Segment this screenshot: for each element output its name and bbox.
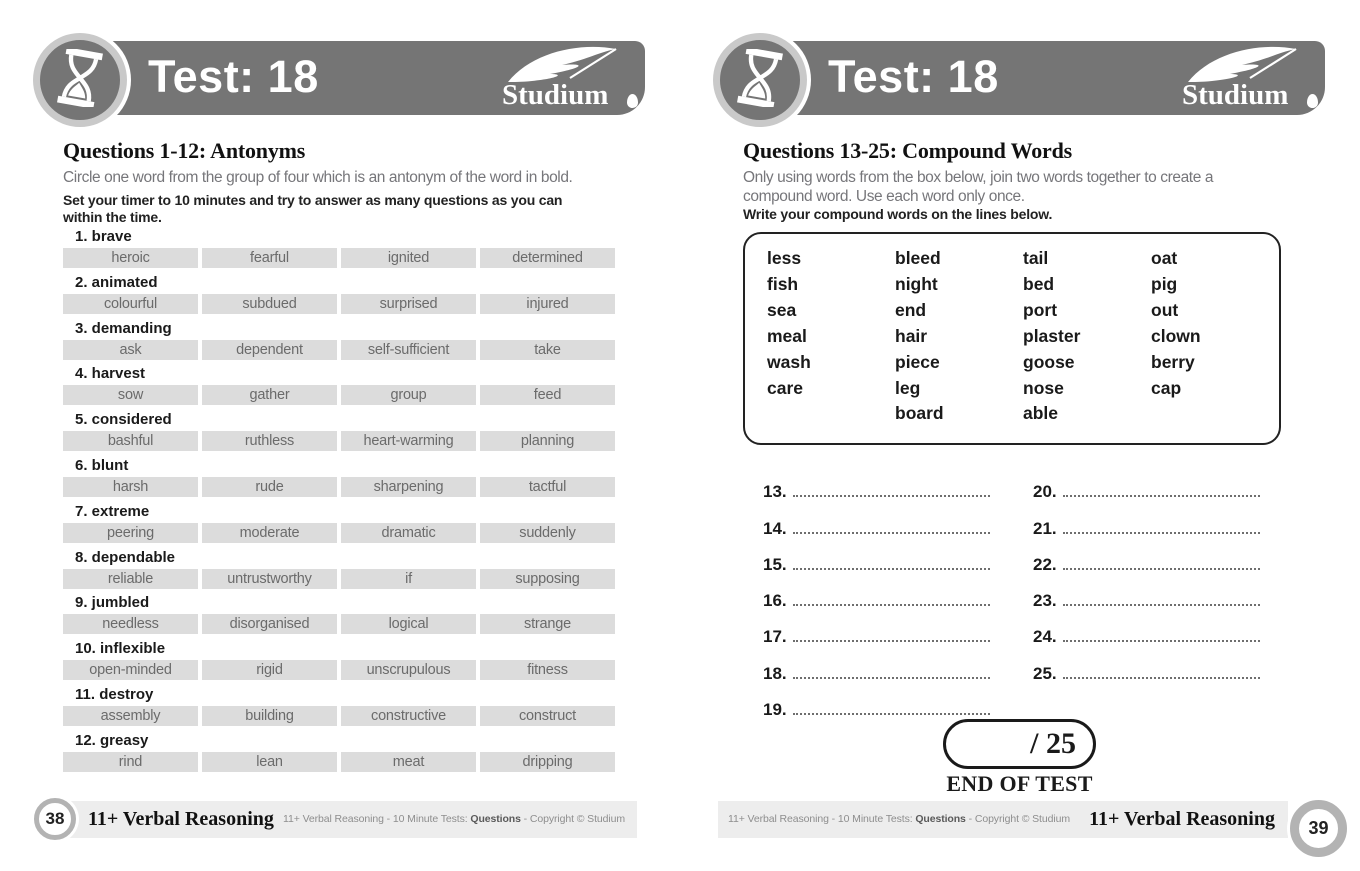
header-badge xyxy=(713,33,807,127)
question-label: 7. extreme xyxy=(75,502,150,520)
question-options-row xyxy=(63,660,615,680)
question-block xyxy=(63,457,615,497)
logo-wordmark: Studium xyxy=(1182,79,1289,111)
answer-line xyxy=(763,502,990,538)
answer-option[interactable]: building xyxy=(202,706,337,726)
answer-option[interactable]: rude xyxy=(202,477,337,497)
studium-logo xyxy=(1180,43,1320,113)
copyright-text: 11+ Verbal Reasoning - 10 Minute Tests: Questions - Copyright © Studium xyxy=(283,813,625,825)
hourglass-icon xyxy=(736,49,784,112)
answer-option[interactable]: self-sufficient xyxy=(341,340,476,360)
ink-drop-icon xyxy=(1307,94,1318,108)
answer-option[interactable]: fearful xyxy=(202,248,337,268)
answer-option[interactable]: supposing xyxy=(480,569,615,589)
answer-option[interactable]: unscrupulous xyxy=(341,660,476,680)
answer-dotted-line[interactable] xyxy=(793,532,990,534)
answer-dotted-line[interactable] xyxy=(1063,640,1260,642)
antonym-question-list xyxy=(63,228,615,778)
answer-option[interactable]: constructive xyxy=(341,706,476,726)
page-number-badge: 39 xyxy=(1290,800,1347,857)
answer-option[interactable]: feed xyxy=(480,385,615,405)
word-bank-word: end xyxy=(895,299,927,320)
answer-option[interactable]: meat xyxy=(341,752,476,772)
answer-option[interactable]: bashful xyxy=(63,431,198,451)
answer-number: 21. xyxy=(1033,518,1057,538)
test-title: Test: 18 xyxy=(148,51,319,102)
word-bank-word: piece xyxy=(895,351,940,372)
answer-number: 20. xyxy=(1033,482,1057,502)
answer-lines-column-2 xyxy=(1033,466,1260,684)
word-bank-word: leg xyxy=(895,377,921,398)
question-label: 10. inflexible xyxy=(75,640,166,658)
question-options-row xyxy=(63,752,615,772)
answer-line xyxy=(1033,611,1260,647)
question-label: 2. animated xyxy=(75,273,158,291)
question-options-row xyxy=(63,385,615,405)
answer-option[interactable]: ask xyxy=(63,340,198,360)
question-options-row xyxy=(63,477,615,497)
answer-option[interactable]: assembly xyxy=(63,706,198,726)
answer-option[interactable]: surprised xyxy=(341,294,476,314)
word-bank-word: hair xyxy=(895,325,928,346)
answer-option[interactable]: open-minded xyxy=(63,660,198,680)
answer-number: 22. xyxy=(1033,554,1057,574)
answer-option[interactable]: tactful xyxy=(480,477,615,497)
word-bank-word: port xyxy=(1023,299,1058,320)
page-right xyxy=(680,0,1360,871)
answer-dotted-line[interactable] xyxy=(793,604,990,606)
series-title: 11+ Verbal Reasoning xyxy=(1089,808,1275,830)
answer-dotted-line[interactable] xyxy=(1063,495,1260,497)
answer-line xyxy=(763,539,990,575)
word-bank-word: plaster xyxy=(1023,325,1081,346)
answer-option[interactable]: sharpening xyxy=(341,477,476,497)
answer-dotted-line[interactable] xyxy=(1063,677,1260,679)
answer-option[interactable]: heroic xyxy=(63,248,198,268)
word-bank-word: goose xyxy=(1023,351,1075,372)
word-bank-word: bleed xyxy=(895,248,941,268)
question-block xyxy=(63,732,615,772)
question-block xyxy=(63,594,615,634)
answer-option[interactable]: needless xyxy=(63,614,198,634)
word-bank-word: oat xyxy=(1151,248,1178,268)
question-options-row xyxy=(63,340,615,360)
word-bank-column xyxy=(1023,246,1147,427)
answer-dotted-line[interactable] xyxy=(793,713,990,715)
question-block xyxy=(63,274,615,314)
word-bank-word: fish xyxy=(767,273,799,294)
answer-line xyxy=(1033,539,1260,575)
answer-option[interactable]: lean xyxy=(202,752,337,772)
question-options-row xyxy=(63,706,615,726)
answer-option[interactable]: fitness xyxy=(480,660,615,680)
word-bank-word: able xyxy=(1023,403,1059,424)
question-options-row xyxy=(63,523,615,543)
section-heading-antonyms: Questions 1-12: Antonyms xyxy=(63,138,306,163)
answer-option[interactable]: rind xyxy=(63,752,198,772)
answer-option[interactable]: dripping xyxy=(480,752,615,772)
answer-number: 17. xyxy=(763,627,787,647)
answer-dotted-line[interactable] xyxy=(793,640,990,642)
answer-option[interactable]: strange xyxy=(480,614,615,634)
question-label: 8. dependable xyxy=(75,548,176,566)
answer-line xyxy=(763,684,990,720)
answer-option[interactable]: heart-warming xyxy=(341,431,476,451)
answer-option[interactable]: take xyxy=(480,340,615,360)
word-bank-word: board xyxy=(895,403,944,424)
answer-line xyxy=(763,647,990,683)
answer-line xyxy=(1033,575,1260,611)
answer-line xyxy=(1033,502,1260,538)
answer-dotted-line[interactable] xyxy=(793,677,990,679)
answer-line xyxy=(1033,466,1260,502)
answer-option[interactable]: colourful xyxy=(63,294,198,314)
word-bank-word: less xyxy=(767,248,802,268)
answer-dotted-line[interactable] xyxy=(1063,568,1260,570)
answer-option[interactable]: logical xyxy=(341,614,476,634)
answer-line xyxy=(763,466,990,502)
question-options-row xyxy=(63,431,615,451)
hourglass-icon xyxy=(56,49,104,112)
answer-number: 13. xyxy=(763,482,787,502)
answer-option[interactable]: dependent xyxy=(202,340,337,360)
answer-number: 25. xyxy=(1033,663,1057,683)
word-bank-word: cap xyxy=(1151,377,1182,398)
question-block xyxy=(63,549,615,589)
answer-option[interactable]: injured xyxy=(480,294,615,314)
answer-number: 18. xyxy=(763,663,787,683)
studium-logo xyxy=(500,43,640,113)
answer-line xyxy=(763,611,990,647)
word-bank-word: tail xyxy=(1023,248,1049,268)
question-label: 4. harvest xyxy=(75,365,146,383)
answer-option[interactable]: sow xyxy=(63,385,198,405)
answer-dotted-line[interactable] xyxy=(1063,532,1260,534)
answer-dotted-line[interactable] xyxy=(793,495,990,497)
question-block xyxy=(63,503,615,543)
word-bank-column xyxy=(895,246,1019,427)
answer-number: 23. xyxy=(1033,591,1057,611)
word-bank-word: clown xyxy=(1151,325,1201,346)
answer-option[interactable]: dramatic xyxy=(341,523,476,543)
answer-number: 24. xyxy=(1033,627,1057,647)
section-heading-compound-words: Questions 13-25: Compound Words xyxy=(743,138,1072,163)
question-label: 6. blunt xyxy=(75,456,129,474)
word-bank-word: nose xyxy=(1023,377,1064,398)
end-of-test-label: END OF TEST xyxy=(946,771,1093,796)
answer-option[interactable]: harsh xyxy=(63,477,198,497)
answer-line xyxy=(1033,647,1260,683)
question-options-row xyxy=(63,294,615,314)
answer-option[interactable]: rigid xyxy=(202,660,337,680)
answer-dotted-line[interactable] xyxy=(793,568,990,570)
question-label: 5. considered xyxy=(75,411,172,429)
word-bank-word: sea xyxy=(767,299,797,320)
answer-option[interactable]: disorganised xyxy=(202,614,337,634)
answer-number: 15. xyxy=(763,554,787,574)
answer-lines-column-1 xyxy=(763,466,990,720)
answer-number: 16. xyxy=(763,591,787,611)
instruction-bold-text: Write your compound words on the lines below. xyxy=(743,206,1053,222)
instruction-text: Only using words from the box below, join two words together to create a compound word. Use each word only once. xyxy=(743,169,1214,205)
ink-drop-icon xyxy=(627,94,638,108)
word-bank-word: wash xyxy=(767,351,811,372)
logo-wordmark: Studium xyxy=(502,79,609,111)
question-block xyxy=(63,365,615,405)
question-label: 1. brave xyxy=(75,228,132,245)
answer-option[interactable]: subdued xyxy=(202,294,337,314)
question-label: 9. jumbled xyxy=(75,594,150,612)
answer-number: 19. xyxy=(763,700,787,720)
copyright-text: 11+ Verbal Reasoning - 10 Minute Tests: Questions - Copyright © Studium xyxy=(728,813,1070,825)
answer-option[interactable]: group xyxy=(341,385,476,405)
question-block xyxy=(63,228,615,268)
question-label: 11. destroy xyxy=(75,685,154,703)
answer-option[interactable]: determined xyxy=(480,248,615,268)
page-number-badge: 38 xyxy=(34,798,76,840)
question-options-row xyxy=(63,614,615,634)
word-bank-word: out xyxy=(1151,299,1179,320)
answer-dotted-line[interactable] xyxy=(1063,604,1260,606)
score-box: / 25 xyxy=(943,719,1096,769)
word-bank-word: bed xyxy=(1023,273,1055,294)
word-bank-column xyxy=(767,246,891,401)
question-block xyxy=(63,320,615,360)
word-bank-word: night xyxy=(895,273,938,294)
answer-option[interactable]: if xyxy=(341,569,476,589)
word-bank-word: pig xyxy=(1151,273,1178,294)
answer-option[interactable]: gather xyxy=(202,385,337,405)
answer-option[interactable]: planning xyxy=(480,431,615,451)
answer-number: 14. xyxy=(763,518,787,538)
question-block xyxy=(63,686,615,726)
word-bank-column xyxy=(1151,246,1275,401)
header-badge xyxy=(33,33,127,127)
question-label: 3. demanding xyxy=(75,319,172,337)
word-bank-word: care xyxy=(767,377,804,398)
question-options-row xyxy=(63,569,615,589)
question-options-row xyxy=(63,248,615,268)
answer-option[interactable]: reliable xyxy=(63,569,198,589)
answer-option[interactable]: ruthless xyxy=(202,431,337,451)
instruction-text: Circle one word from the group of four which is an antonym of the word in bold. xyxy=(63,169,573,186)
answer-option[interactable]: peering xyxy=(63,523,198,543)
answer-option[interactable]: construct xyxy=(480,706,615,726)
test-title: Test: 18 xyxy=(828,51,999,102)
series-title: 11+ Verbal Reasoning xyxy=(88,808,274,830)
question-block xyxy=(63,640,615,680)
word-bank-box xyxy=(743,232,1281,445)
instruction-bold-text: Set your timer to 10 minutes and try to answer as many questions as you can within the time. xyxy=(63,192,563,225)
answer-option[interactable]: untrustworthy xyxy=(202,569,337,589)
question-block xyxy=(63,411,615,451)
question-label: 12. greasy xyxy=(75,731,149,749)
answer-option[interactable]: ignited xyxy=(341,248,476,268)
answer-line xyxy=(763,575,990,611)
answer-option[interactable]: moderate xyxy=(202,523,337,543)
word-bank-word: berry xyxy=(1151,351,1195,372)
answer-option[interactable]: suddenly xyxy=(480,523,615,543)
word-bank-word: meal xyxy=(767,325,807,346)
